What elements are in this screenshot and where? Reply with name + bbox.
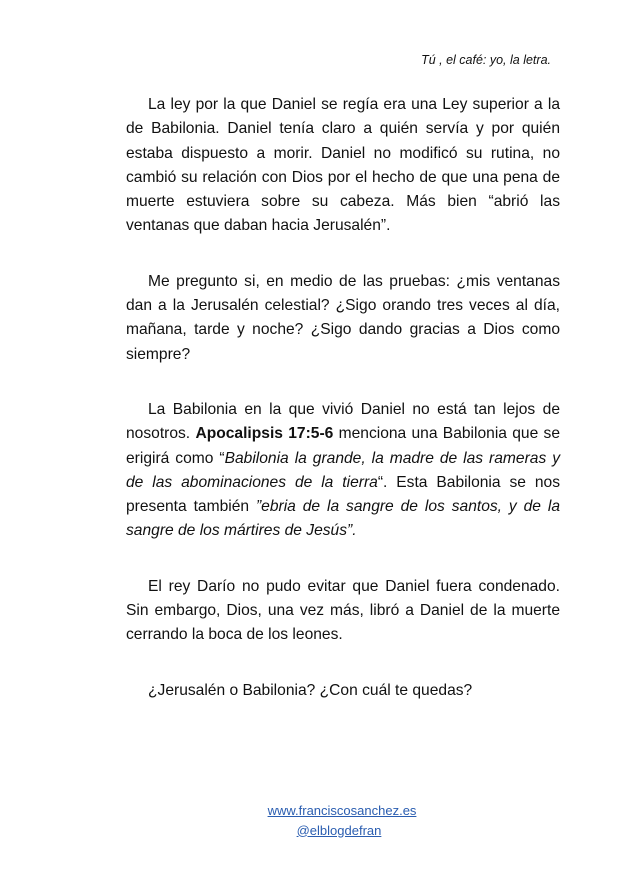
babilonia-quote-1: Babilonia la grande, la madre de las rameras y de las abominaciones de la tierra — [126, 449, 560, 491]
paragraph-babilonia — [126, 398, 560, 544]
babilonia-intro-text: La Babilonia en la que vivió Daniel no está tan lejos de nosotros. — [126, 400, 560, 443]
blog-handle-link[interactable]: @elblogdefran — [296, 822, 382, 838]
paragraph-dario: El rey Darío no pudo evitar que Daniel fuera condenado. Sin embargo, Dios, una vez más, libró a Daniel de la muerte cerrando la boca de los leones. — [126, 577, 560, 644]
footer-links — [0, 801, 638, 840]
article-body — [126, 93, 560, 703]
website-link[interactable]: www.franciscosanchez.es — [267, 803, 417, 818]
paragraph-questions: Me pregunto si, en medio de las pruebas: ¿mis ventanas dan a la Jerusalén celestial? ¿Sigo orando tres veces al día, mañana, tarde y noche? ¿Sigo dando gracias a Dios como siempre? — [126, 272, 560, 363]
running-header: Tú , el café: yo, la letra. — [421, 53, 551, 67]
babilonia-mid-text: menciona una Babilonia que se erigirá como “ — [126, 425, 561, 467]
paragraph-daniel-law: La ley por la que Daniel se regía era una Ley superior a la de Babilonia. Daniel tenía claro a quién servía y por quién estaba dispuesto a morir. Daniel no modificó su rutina, no cambió su relación con Dios por el hecho de que una pena de muerte estuviera sobre su cabeza. Más bien “abrió las ventanas que daban hacia Jerusalén”. — [126, 96, 560, 235]
paragraph-closing-question: ¿Jerusalén o Babilonia? ¿Con cuál te quedas? — [148, 681, 473, 699]
bible-reference: Apocalipsis 17:5-6 — [195, 425, 334, 443]
babilonia-mid-text-2: “. Esta Babilonia se nos presenta también — [126, 473, 561, 516]
babilonia-quote-2: ”ebria de la sangre de los santos, y de la sangre de los mártires de Jesús”. — [126, 498, 561, 540]
